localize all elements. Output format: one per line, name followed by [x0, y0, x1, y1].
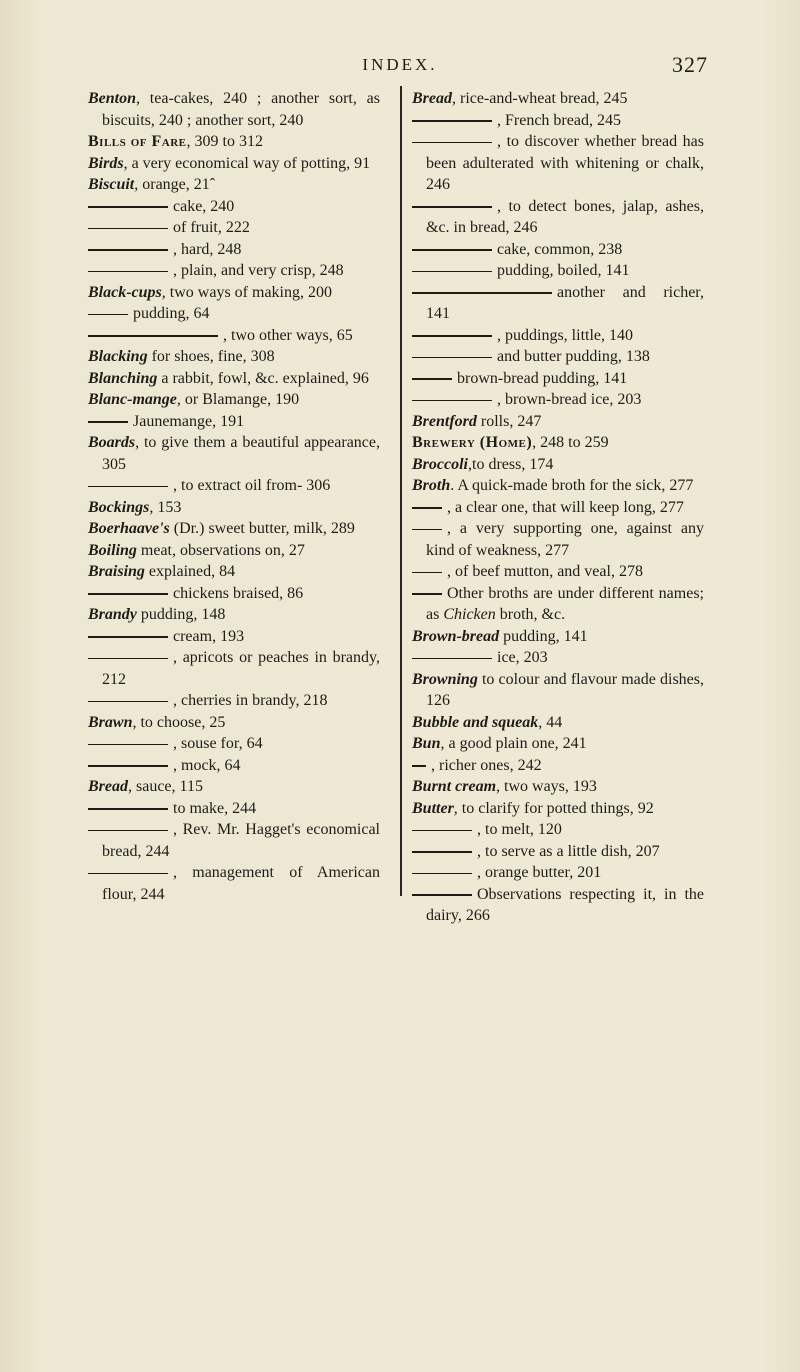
entry-text: , to serve as a little dish, 207: [477, 842, 660, 860]
entry-text: , plain, and very crisp, 248: [173, 262, 344, 279]
ditto-dash: [88, 830, 168, 832]
ditto-dash: [412, 400, 492, 402]
entry-text: , puddings, little, 140: [497, 326, 633, 344]
index-entry: [88, 432, 380, 475]
index-column-left: [88, 88, 380, 905]
index-entry: [412, 497, 704, 519]
index-entry: [412, 346, 704, 368]
entry-text: , sauce, 115: [128, 778, 203, 795]
index-entry: [88, 497, 380, 519]
entry-heading: Browning: [412, 670, 478, 688]
entry-text: , of beef mutton, and veal, 278: [447, 563, 643, 580]
index-entry: [412, 411, 704, 433]
index-entry: [412, 454, 704, 476]
entry-heading: Blanc-mange: [88, 391, 177, 408]
index-entry: [88, 690, 380, 712]
entry-text: pudding, 148: [136, 606, 226, 623]
entry-text: a rabbit, fowl, &c. explained, 96: [157, 369, 369, 387]
index-entry: [88, 346, 380, 368]
entry-text: for shoes, fine, 308: [147, 348, 275, 365]
index-entry: [412, 819, 704, 841]
entry-text: , apricots or peaches in brandy, 212: [102, 649, 380, 688]
entry-heading: Birds: [88, 154, 124, 172]
entry-text: , management of American flour, 244: [102, 864, 380, 903]
index-entry: [412, 110, 704, 132]
entry-text: meat, observations on, 27: [136, 541, 305, 559]
index-entry: [88, 819, 380, 862]
index-entry: [88, 475, 380, 497]
entry-text: cream, 193: [173, 627, 245, 645]
entry-text: , or Blamange, 190: [176, 391, 300, 408]
entry-heading: Bread: [88, 778, 128, 795]
ditto-dash: [412, 249, 492, 251]
index-entry: [412, 131, 704, 196]
index-entry: [412, 88, 704, 110]
index-entry: [88, 217, 380, 239]
entry-text: of fruit, 222: [173, 219, 250, 236]
index-entry: [412, 583, 704, 626]
index-entry: [412, 432, 704, 454]
index-entry: [88, 647, 380, 690]
entry-text: , two ways, 193: [496, 778, 597, 795]
index-entry: [88, 733, 380, 755]
index-entry: [88, 389, 380, 411]
entry-text: , cherries in brandy, 218: [173, 692, 328, 709]
entry-text: brown-bread pudding, 141: [457, 369, 628, 387]
index-entry: [412, 389, 704, 411]
index-entry: [88, 325, 380, 347]
index-entry: [412, 884, 704, 927]
index-entry: [88, 411, 380, 433]
entry-text: , hard, 248: [173, 240, 242, 258]
ditto-dash: [412, 894, 472, 896]
ditto-dash: [412, 873, 472, 875]
index-entry: [88, 540, 380, 562]
entry-heading: Bills of Fare: [88, 133, 187, 150]
entry-heading: Brown-bread: [412, 627, 500, 645]
index-entry: [412, 626, 704, 648]
ditto-dash: [88, 206, 168, 208]
index-entry: [412, 798, 704, 820]
entry-text: and butter pudding, 138: [497, 348, 650, 365]
index-entry: [88, 153, 380, 175]
entry-text: , souse for, 64: [173, 735, 263, 752]
index-entry: [88, 131, 380, 153]
entry-text: , richer ones, 242: [431, 756, 542, 774]
index-entry: [412, 518, 704, 561]
ditto-dash: [88, 249, 168, 251]
index-entry: [88, 862, 380, 905]
entry-text: , to extract oil from- 306: [173, 477, 331, 494]
entry-text: another and richer, 141: [426, 283, 704, 322]
index-entry: [88, 260, 380, 282]
ditto-dash: [412, 378, 452, 380]
ditto-dash: [88, 421, 128, 423]
entry-text: explained, 84: [144, 563, 236, 580]
entry-text: , to discover whether bread has been adulterated with whitening or chalk, 246: [426, 133, 704, 193]
entry-text: , brown-bread ice, 203: [497, 391, 642, 408]
index-entry: [412, 776, 704, 798]
ditto-dash: [412, 142, 492, 144]
index-entry: [88, 604, 380, 626]
entry-text: cake, 240: [173, 197, 235, 215]
index-entry: [88, 798, 380, 820]
ditto-dash: [412, 120, 492, 122]
entry-text: , mock, 64: [173, 756, 241, 774]
index-entry: [412, 239, 704, 261]
entry-text: pudding, 141: [499, 627, 588, 645]
ditto-dash: [412, 357, 492, 359]
entry-text: chickens braised, 86: [173, 584, 304, 602]
entry-text: , 309 to 312: [186, 133, 263, 150]
entry-heading: Burnt cream: [412, 778, 497, 795]
entry-heading: Bubble and squeak: [412, 713, 539, 731]
entry-text: , a good plain one, 241: [440, 735, 587, 752]
ditto-dash: [412, 830, 472, 832]
ditto-dash: [412, 658, 492, 660]
entry-text: , a very economical way of potting, 91: [123, 154, 371, 172]
entry-text: Other broths are under different names; as: [426, 584, 704, 623]
entry-text: , orange, 21ˆ: [134, 176, 216, 193]
entry-text: , two other ways, 65: [223, 326, 353, 344]
entry-text: rolls, 247: [476, 412, 542, 430]
index-entry: [88, 282, 380, 304]
entry-heading: Boerhaave's: [88, 520, 170, 537]
index-entry: [412, 647, 704, 669]
entry-heading: Black-cups: [88, 283, 162, 301]
index-entry: [412, 196, 704, 239]
entry-text: to make, 244: [173, 799, 257, 817]
index-entry: [88, 626, 380, 648]
index-entry: [412, 841, 704, 863]
ditto-dash: [88, 314, 128, 316]
entry-text: , 248 to 259: [532, 434, 609, 451]
index-entry: [412, 368, 704, 390]
entry-text: , a clear one, that will keep long, 277: [447, 498, 684, 516]
index-entry: [412, 475, 704, 497]
entry-heading: Brentford: [412, 412, 477, 430]
column-divider: [400, 86, 402, 896]
entry-heading: Boards: [88, 434, 136, 451]
entry-text: , a very supporting one, against any kind of weakness, 277: [426, 520, 704, 559]
entry-text: , 153: [149, 498, 182, 516]
entry-text: , French bread, 245: [497, 111, 621, 129]
entry-heading: Brandy: [88, 606, 137, 623]
entry-text: , to detect bones, jalap, ashes, &c. in bread, 246: [426, 197, 704, 236]
entry-text: . A quick-made broth for the sick, 277: [450, 477, 694, 494]
index-entry: [88, 712, 380, 734]
index-entry: [88, 239, 380, 261]
ditto-dash: [88, 873, 168, 875]
entry-text: cake, common, 238: [497, 240, 623, 258]
entry-text: ,to dress, 174: [468, 455, 554, 473]
index-entry: [412, 712, 704, 734]
index-entry: [88, 776, 380, 798]
index-entry: [412, 260, 704, 282]
index-entry: [412, 561, 704, 583]
entry-text: ice, 203: [497, 649, 548, 666]
entry-italic-text: Chicken: [443, 606, 496, 623]
index-entry: [88, 196, 380, 218]
index-entry: [412, 325, 704, 347]
index-entry: [88, 518, 380, 540]
ditto-dash: [88, 486, 168, 488]
entry-heading: Biscuit: [88, 176, 135, 193]
index-entry: [88, 303, 380, 325]
ditto-dash: [412, 529, 442, 531]
entry-heading: Brewery (Home): [412, 434, 533, 451]
ditto-dash: [412, 593, 442, 595]
ditto-dash: [412, 851, 472, 853]
entry-heading: Bun: [412, 735, 441, 752]
index-entry: [88, 583, 380, 605]
ditto-dash: [88, 335, 218, 337]
entry-heading: Boiling: [88, 541, 137, 559]
index-entry: [412, 282, 704, 325]
entry-heading: Brawn: [88, 713, 133, 731]
entry-text: , Rev. Mr. Hagget's economical bread, 244: [102, 821, 380, 860]
entry-heading: Blacking: [88, 348, 148, 365]
ditto-dash: [412, 572, 442, 574]
ditto-dash: [88, 701, 168, 703]
ditto-dash: [412, 206, 492, 208]
entry-text: , to choose, 25: [132, 713, 226, 731]
ditto-dash: [88, 658, 168, 660]
index-column-right: [412, 88, 704, 927]
entry-text: , 44: [538, 713, 563, 731]
entry-tail-text: broth, &c.: [495, 606, 566, 623]
ditto-dash: [88, 593, 168, 595]
entry-text: Jaunemange, 191: [133, 412, 245, 430]
index-entry: [412, 669, 704, 712]
entry-heading: Broth: [412, 477, 451, 494]
ditto-dash: [88, 808, 168, 810]
entry-heading: Butter: [412, 799, 454, 817]
ditto-dash: [412, 335, 492, 337]
entry-text: , to melt, 120: [477, 821, 562, 838]
entry-text: (Dr.) sweet butter, milk, 289: [169, 520, 355, 537]
entry-text: to colour and flavour made dishes, 126: [426, 670, 704, 709]
index-entry: [412, 755, 704, 777]
ditto-dash: [88, 271, 168, 273]
entry-text: , rice-and-wheat bread, 245: [452, 90, 628, 107]
entry-text: , to clarify for potted things, 92: [453, 799, 654, 817]
ditto-dash: [412, 507, 442, 509]
index-entry: [88, 561, 380, 583]
entry-heading: Blanching: [88, 369, 158, 387]
page-number: 327: [672, 52, 708, 77]
ditto-dash: [412, 292, 552, 294]
ditto-dash: [412, 765, 426, 767]
entry-text: Observations respecting it, in the dairy, 266: [426, 885, 704, 924]
entry-heading: Bread: [412, 90, 452, 107]
entry-text: pudding, boiled, 141: [497, 262, 630, 279]
ditto-dash: [412, 271, 492, 273]
entry-text: pudding, 64: [133, 305, 210, 322]
index-entry: [88, 368, 380, 390]
index-entry: [412, 862, 704, 884]
running-header-title: INDEX.: [362, 55, 438, 74]
entry-heading: Braising: [88, 563, 145, 580]
index-entry: [88, 174, 380, 196]
index-entry: [88, 755, 380, 777]
entry-heading: Broccoli: [412, 455, 468, 473]
entry-heading: Benton: [88, 90, 137, 107]
entry-text: , orange butter, 201: [477, 864, 602, 881]
ditto-dash: [88, 765, 168, 767]
entry-text: , two ways of making, 200: [161, 283, 332, 301]
index-entry: [412, 733, 704, 755]
ditto-dash: [88, 744, 168, 746]
ditto-dash: [88, 636, 168, 638]
index-entry: [88, 88, 380, 131]
ditto-dash: [88, 228, 168, 230]
entry-heading: Bockings: [88, 498, 150, 516]
entry-text: , tea-cakes, 240 ; another sort, as biscuits, 240 ; another sort, 240: [102, 90, 380, 129]
entry-text: , to give them a beautiful appearance, 305: [102, 434, 380, 473]
